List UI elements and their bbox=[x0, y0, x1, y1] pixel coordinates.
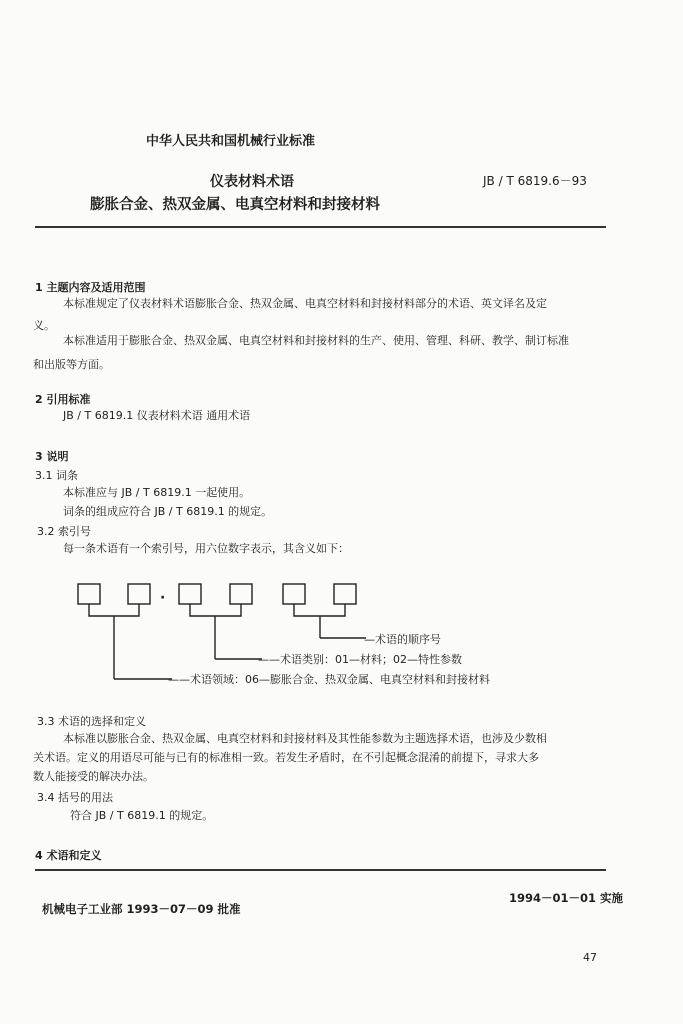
bracket-category bbox=[190, 604, 241, 616]
section-1-paragraph-1-line-1: 本标准规定了仪表材料术语膨胀合金、热双金属、电真空材料和封接材料部分的术语、英文译名及定 bbox=[63, 297, 547, 310]
diagram-label-sequence: —术语的顺序号 bbox=[364, 633, 441, 646]
digit-box-2 bbox=[128, 584, 150, 604]
section-3-1-paragraph-1: 本标准应与 JB / T 6819.1 一起使用。 bbox=[63, 486, 251, 499]
document-title-line2: 膨胀合金、热双金属、电真空材料和封接材料 bbox=[90, 197, 380, 213]
bracket-sequence bbox=[294, 604, 345, 616]
approval-date: 机械电子工业部 1993－07－09 批准 bbox=[42, 902, 241, 916]
section-2-reference: JB / T 6819.1 仪表材料术语 通用术语 bbox=[63, 409, 251, 422]
footer-divider bbox=[35, 869, 606, 871]
section-1-paragraph-2-line-1: 本标准适用于膨胀合金、热双金属、电真空材料和封接材料的生产、使用、管理、科研、教学、制订标准 bbox=[63, 334, 569, 347]
section-3-4-heading: 3.4 括号的用法 bbox=[37, 791, 113, 804]
digit-box-6 bbox=[334, 584, 356, 604]
section-1-paragraph-2-line-2: 和出版等方面。 bbox=[33, 358, 110, 371]
section-1-paragraph-1-line-2: 义。 bbox=[33, 319, 55, 332]
section-3-3-line-3: 数人能接受的解决办法。 bbox=[33, 770, 154, 783]
section-3-1-paragraph-2: 词条的组成应符合 JB / T 6819.1 的规定。 bbox=[63, 505, 273, 518]
standard-number: JB / T 6819.6－93 bbox=[483, 174, 587, 188]
section-3-3-line-1: 本标准以膨胀合金、热双金属、电真空材料和封接材料及其性能参数为主题选择术语，也涉及少数相 bbox=[63, 732, 547, 745]
section-3-heading: 3 说明 bbox=[35, 450, 69, 463]
section-3-2-heading: 3.2 索引号 bbox=[37, 525, 91, 538]
digit-box-5 bbox=[283, 584, 305, 604]
section-1-heading: 1 主题内容及适用范围 bbox=[35, 281, 146, 294]
document-title-line1: 仪表材料术语 bbox=[210, 174, 294, 190]
diagram-label-field: ——术语领域：06—膨胀合金、热双金属、电真空材料和封接材料 bbox=[168, 673, 490, 686]
industry-standard-label: 中华人民共和国机械行业标准 bbox=[146, 134, 316, 149]
digit-box-4 bbox=[230, 584, 252, 604]
section-3-3-line-2: 关术语。定义的用语尽可能与已有的标准相一致。若发生矛盾时，在不引起概念混淆的前提下，寻求大多 bbox=[33, 751, 539, 764]
digit-box-1 bbox=[78, 584, 100, 604]
diagram-label-category: ——术语类别：01—材料；02—特性参数 bbox=[258, 653, 462, 666]
section-2-heading: 2 引用标准 bbox=[35, 393, 91, 406]
page-number: 47 bbox=[583, 951, 597, 964]
effective-date: 1994－01－01 实施 bbox=[509, 891, 624, 905]
section-3-3-heading: 3.3 术语的选择和定义 bbox=[37, 715, 146, 728]
index-dot: · bbox=[160, 590, 166, 606]
section-3-1-heading: 3.1 词条 bbox=[35, 469, 78, 482]
digit-box-3 bbox=[179, 584, 201, 604]
bracket-field bbox=[89, 604, 139, 616]
section-4-heading: 4 术语和定义 bbox=[35, 849, 102, 862]
section-3-2-paragraph-1: 每一条术语有一个索引号，用六位数字表示，其含义如下： bbox=[63, 542, 349, 555]
section-3-4-paragraph-1: 符合 JB / T 6819.1 的规定。 bbox=[70, 809, 214, 822]
